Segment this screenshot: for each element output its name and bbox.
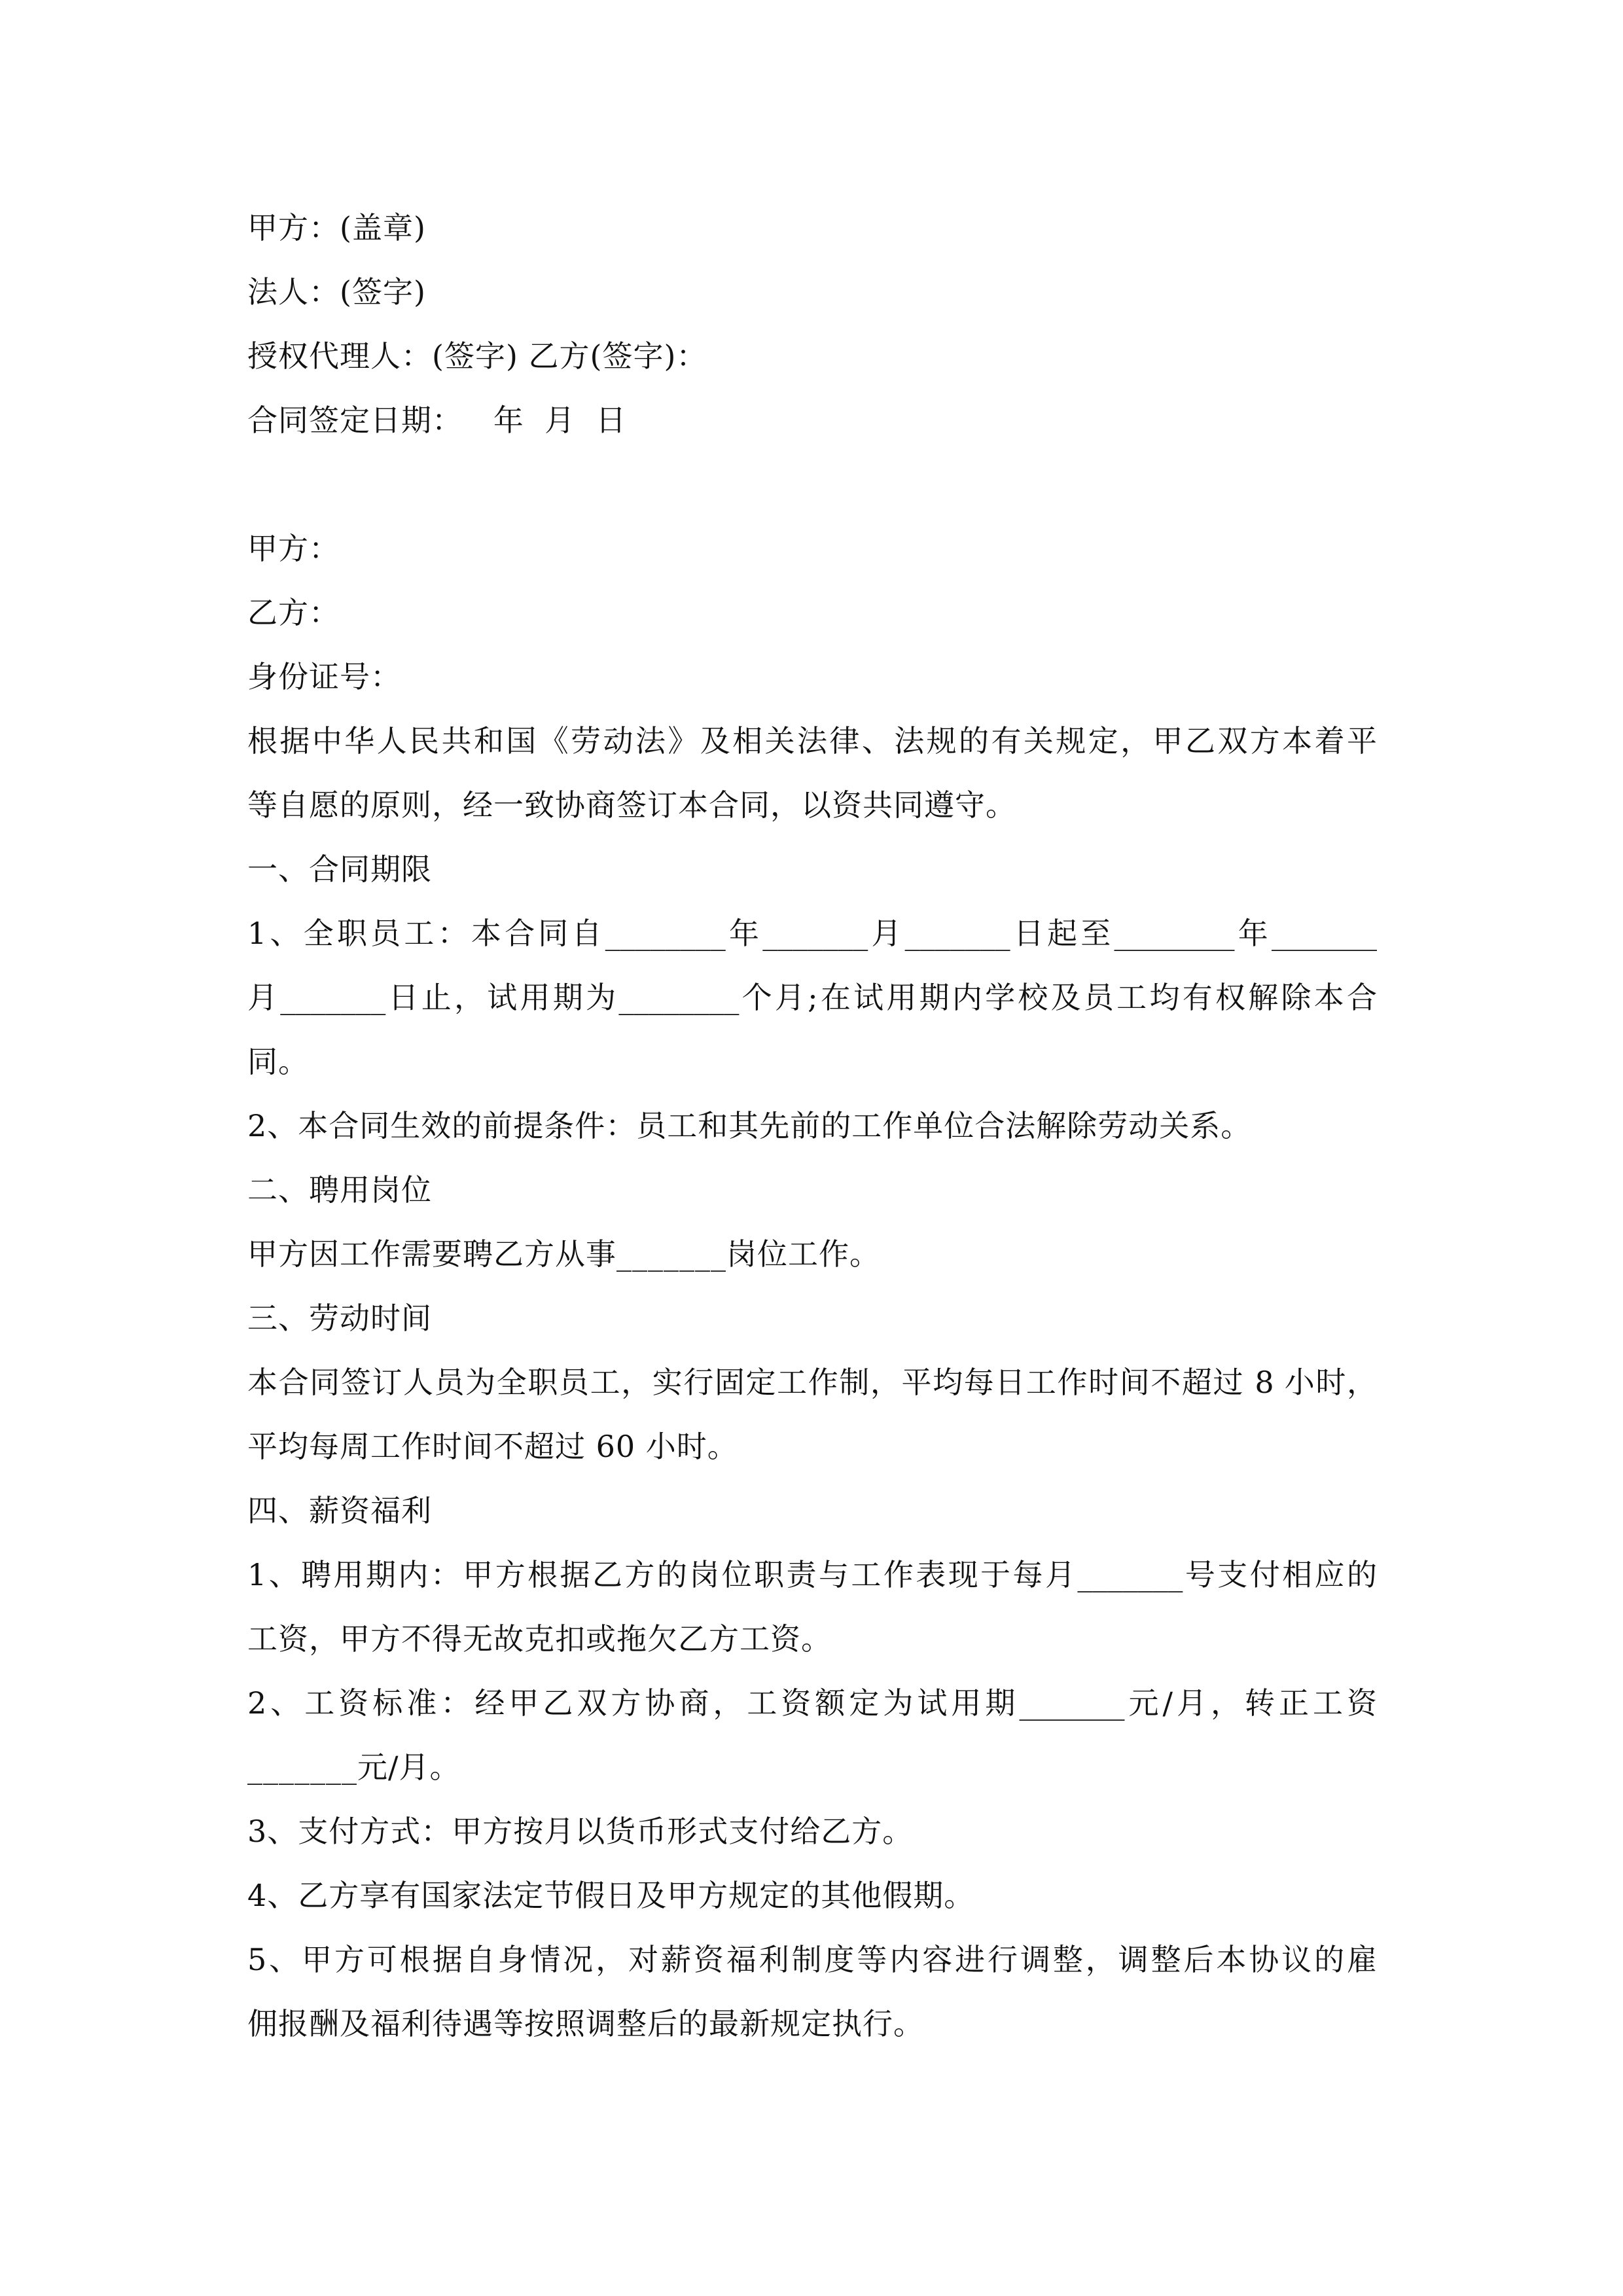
preamble-line-2: 等自愿的原则，经一致协商签订本合同，以资共同遵守。 <box>247 787 1016 823</box>
section-1-title: 一、合同期限 <box>247 852 432 887</box>
section-4-item-5-line-2: 佣报酬及福利待遇等按照调整后的最新规定执行。 <box>247 2006 924 2041</box>
section-3-body-line-1: 本合同签订人员为全职员工，实行固定工作制，平均每日工作时间不超过 8 小时， <box>247 1365 1377 1400</box>
section-1-item-1-line-3: 同。 <box>247 1044 309 1079</box>
section-4-item-4: 4、乙方享有国家法定节假日及甲方规定的其他假期。 <box>247 1878 975 1913</box>
section-2-body: 甲方因工作需要聘乙方从事_______岗位工作。 <box>247 1236 880 1272</box>
party-a-line: 甲方： <box>247 531 340 566</box>
section-4-title: 四、薪资福利 <box>247 1493 432 1528</box>
section-4-item-1-line-2: 工资，甲方不得无故克扣或拖欠乙方工资。 <box>247 1621 832 1657</box>
preamble-line-1: 根据中华人民共和国《劳动法》及相关法律、法规的有关规定，甲乙双方本着平 <box>247 723 1377 759</box>
section-4-item-3: 3、支付方式：甲方按月以货币形式支付给乙方。 <box>247 1814 914 1849</box>
section-2-title: 二、聘用岗位 <box>247 1172 432 1208</box>
section-3-title: 三、劳动时间 <box>247 1300 432 1336</box>
section-4-item-5-line-1: 5、甲方可根据自身情况，对薪资福利制度等内容进行调整，调整后本协议的雇 <box>247 1942 1377 1977</box>
section-1-item-1-line-1: 1、全职员工：本合同自________年_______月_______日起至________年_______ <box>247 916 1377 951</box>
section-1-item-2: 2、本合同生效的前提条件：员工和其先前的工作单位合法解除劳动关系。 <box>247 1108 1252 1143</box>
id-number-line: 身份证号： <box>247 659 401 694</box>
legal-person-line: 法人：(签字) <box>247 274 426 310</box>
section-4-item-1-line-1: 1、聘用期内：甲方根据乙方的岗位职责与工作表现于每月_______号支付相应的 <box>247 1557 1377 1592</box>
party-b-line: 乙方： <box>247 595 340 630</box>
party-a-seal-line: 甲方：(盖章) <box>247 210 426 245</box>
sign-date-line: 合同签定日期： 年 月 日 <box>247 403 627 438</box>
section-1-item-1-line-2: 月_______日止，试用期为________个月;在试用期内学校及员工均有权解除本合 <box>247 980 1377 1015</box>
agent-party-b-line: 授权代理人：(签字) 乙方(签字)： <box>247 338 707 374</box>
section-3-body-line-2: 平均每周工作时间不超过 60 小时。 <box>247 1429 738 1464</box>
section-4-item-2-line-1: 2、工资标准：经甲乙双方协商，工资额定为试用期_______元/月，转正工资 <box>247 1685 1377 1721</box>
section-4-item-2-line-2: _______元/月。 <box>247 1749 461 1785</box>
